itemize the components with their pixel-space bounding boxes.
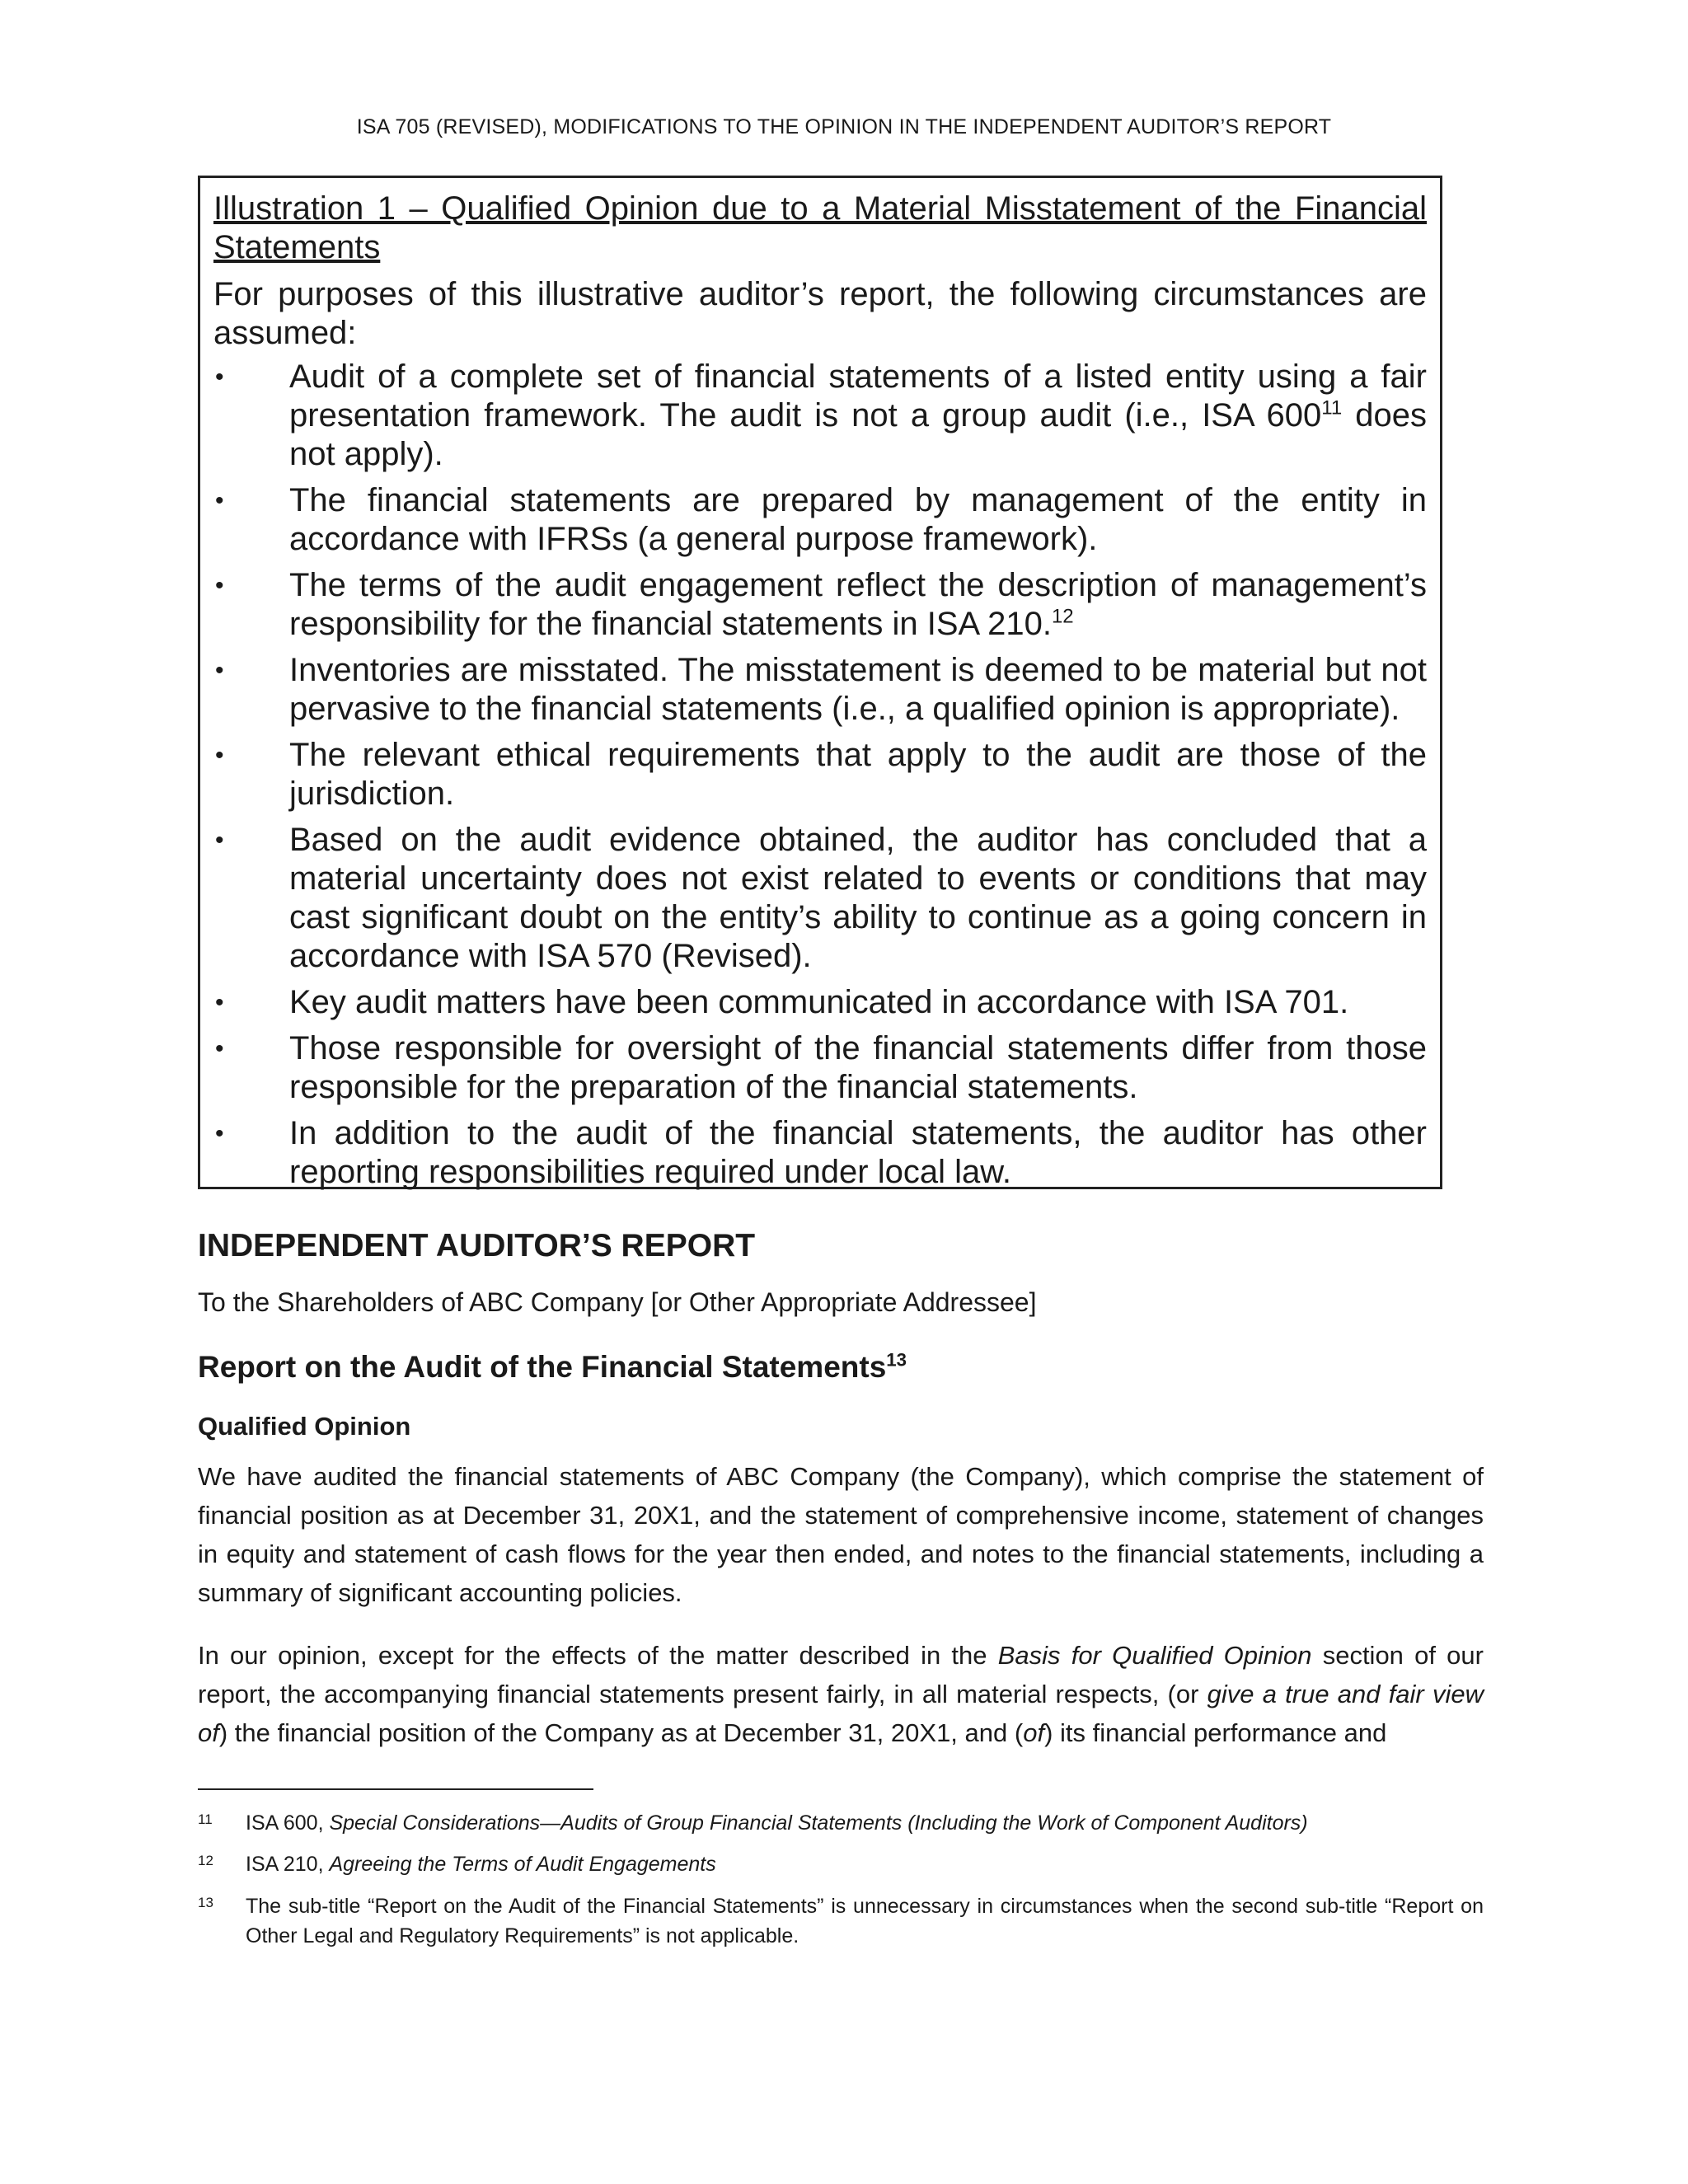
list-item (213, 651, 1427, 729)
list-item-text: The financial statements are prepared by management of the entity in accordance with IFRSs (a general purpose framework). (289, 482, 1427, 557)
list-item (213, 358, 1427, 474)
footnote-divider (198, 1788, 593, 1790)
bullet-icon: • (215, 363, 224, 391)
footnote-ref: 11 (1321, 396, 1343, 419)
para-text: section of our report, the accompanying financial statements present fairly, in all material respects, (or (198, 1641, 1484, 1708)
list-item-text: Audit of a complete set of financial statements of a listed entity using a fair presentation framework. The audit is not a group audit (i.e., ISA 600 (289, 359, 1427, 434)
footnote-lead: ISA 210, (246, 1853, 330, 1876)
assumptions-list (213, 358, 1427, 1192)
list-item-text: Key audit matters have been communicated in accordance with ISA 701. (289, 984, 1349, 1020)
running-header: ISA 705 (REVISED), MODIFICATIONS TO THE OPINION IN THE INDEPENDENT AUDITOR’S REPORT (356, 115, 1332, 138)
opinion-paragraph-1: We have audited the financial statements of ABC Company (the Company), which comprise the statement of financial position as at December 31, 20X1, and the statement of comprehensive income, statement of changes in equity and statement of cash flows for the year then ended, and notes to the financial statements, including a summary of significant accounting policies. (198, 1462, 1484, 1607)
footnote-number: 11 (198, 1811, 213, 1827)
list-item (213, 1029, 1427, 1107)
footnote-italic: Special Considerations—Audits of Group Financial Statements (Including the Work of Component Auditors) (329, 1811, 1308, 1835)
footnote-ref: 12 (1051, 605, 1074, 628)
footnote-text: The sub-title “Report on the Audit of the Financial Statements” is unnecessary in circumstances when the second sub-title “Report on Other Legal and Regulatory Requirements” is not applicable. (246, 1895, 1484, 1947)
footnote-italic: Agreeing the Terms of Audit Engagements (329, 1853, 716, 1876)
footnote-number: 12 (198, 1853, 213, 1868)
list-item (213, 736, 1427, 813)
list-item (213, 821, 1427, 976)
para-italic: of (1023, 1718, 1045, 1747)
report-title: INDEPENDENT AUDITOR’S REPORT (198, 1228, 756, 1263)
footnote-number: 13 (198, 1895, 213, 1910)
footnote-12 (198, 1849, 1484, 1879)
bullet-icon: • (215, 1035, 224, 1062)
footnote-ref: 13 (886, 1349, 907, 1371)
bullet-icon: • (215, 657, 224, 684)
bullet-icon: • (215, 827, 224, 854)
list-item (213, 566, 1427, 644)
illustration-box (198, 176, 1442, 1189)
list-item-text: Inventories are misstated. The misstatement is deemed to be material but not pervasive to the financial statements (i.e., a qualified opinion is appropriate). (289, 652, 1427, 727)
para-text: ) its financial performance and (1044, 1718, 1387, 1747)
footnote-13 (198, 1891, 1484, 1951)
list-item-text: does not apply). (289, 397, 1427, 472)
list-item-text: The terms of the audit engagement reflect the description of management’s responsibility for the financial statements in ISA 210. (289, 567, 1427, 642)
footnote-text (246, 1808, 1484, 1838)
para-text: ) the financial position of the Company as at December 31, 20X1, and ( (218, 1718, 1024, 1747)
list-item (213, 983, 1427, 1022)
para-text: In our opinion, except for the effects of the matter described in the (198, 1641, 998, 1670)
footnote-text (246, 1849, 1484, 1879)
list-item-text: Those responsible for oversight of the financial statements differ from those responsible for the preparation of the financial statements. (289, 1030, 1427, 1105)
section-title (198, 1350, 907, 1385)
illustration-intro: For purposes of this illustrative auditor’s report, the following circumstances are assumed: (213, 276, 1427, 351)
section-title-text: Report on the Audit of the Financial Statements (198, 1350, 887, 1384)
opinion-paragraph-2 (198, 1636, 1484, 1752)
illustration-title: Illustration 1 – Qualified Opinion due to a Material Misstatement of the Financial Statements (213, 190, 1427, 265)
bullet-icon: • (215, 487, 224, 514)
bullet-icon: • (215, 1120, 224, 1147)
footnote-11 (198, 1808, 1484, 1838)
footnote-lead: ISA 600, (246, 1811, 330, 1835)
list-item-text: The relevant ethical requirements that apply to the audit are those of the jurisdiction. (289, 737, 1427, 812)
subsection-title: Qualified Opinion (198, 1412, 411, 1441)
addressee: To the Shareholders of ABC Company [or Other Appropriate Addressee] (198, 1287, 1037, 1317)
list-item-text: Based on the audit evidence obtained, the auditor has concluded that a material uncertainty does not exist related to events or conditions that may cast significant doubt on the entity’s ability to continue as a going concern in accordance with ISA 570 (Revised). (289, 822, 1427, 974)
list-item (213, 481, 1427, 559)
bullet-icon: • (215, 989, 224, 1016)
bullet-icon: • (215, 742, 224, 769)
para-italic: Basis for Qualified Opinion (997, 1641, 1312, 1670)
list-item (213, 1114, 1427, 1192)
bullet-icon: • (215, 572, 224, 599)
para-italic: give a true and fair view of (198, 1680, 1484, 1747)
list-item-text: In addition to the audit of the financial statements, the auditor has other reporting responsibilities required under local law. (289, 1115, 1427, 1190)
